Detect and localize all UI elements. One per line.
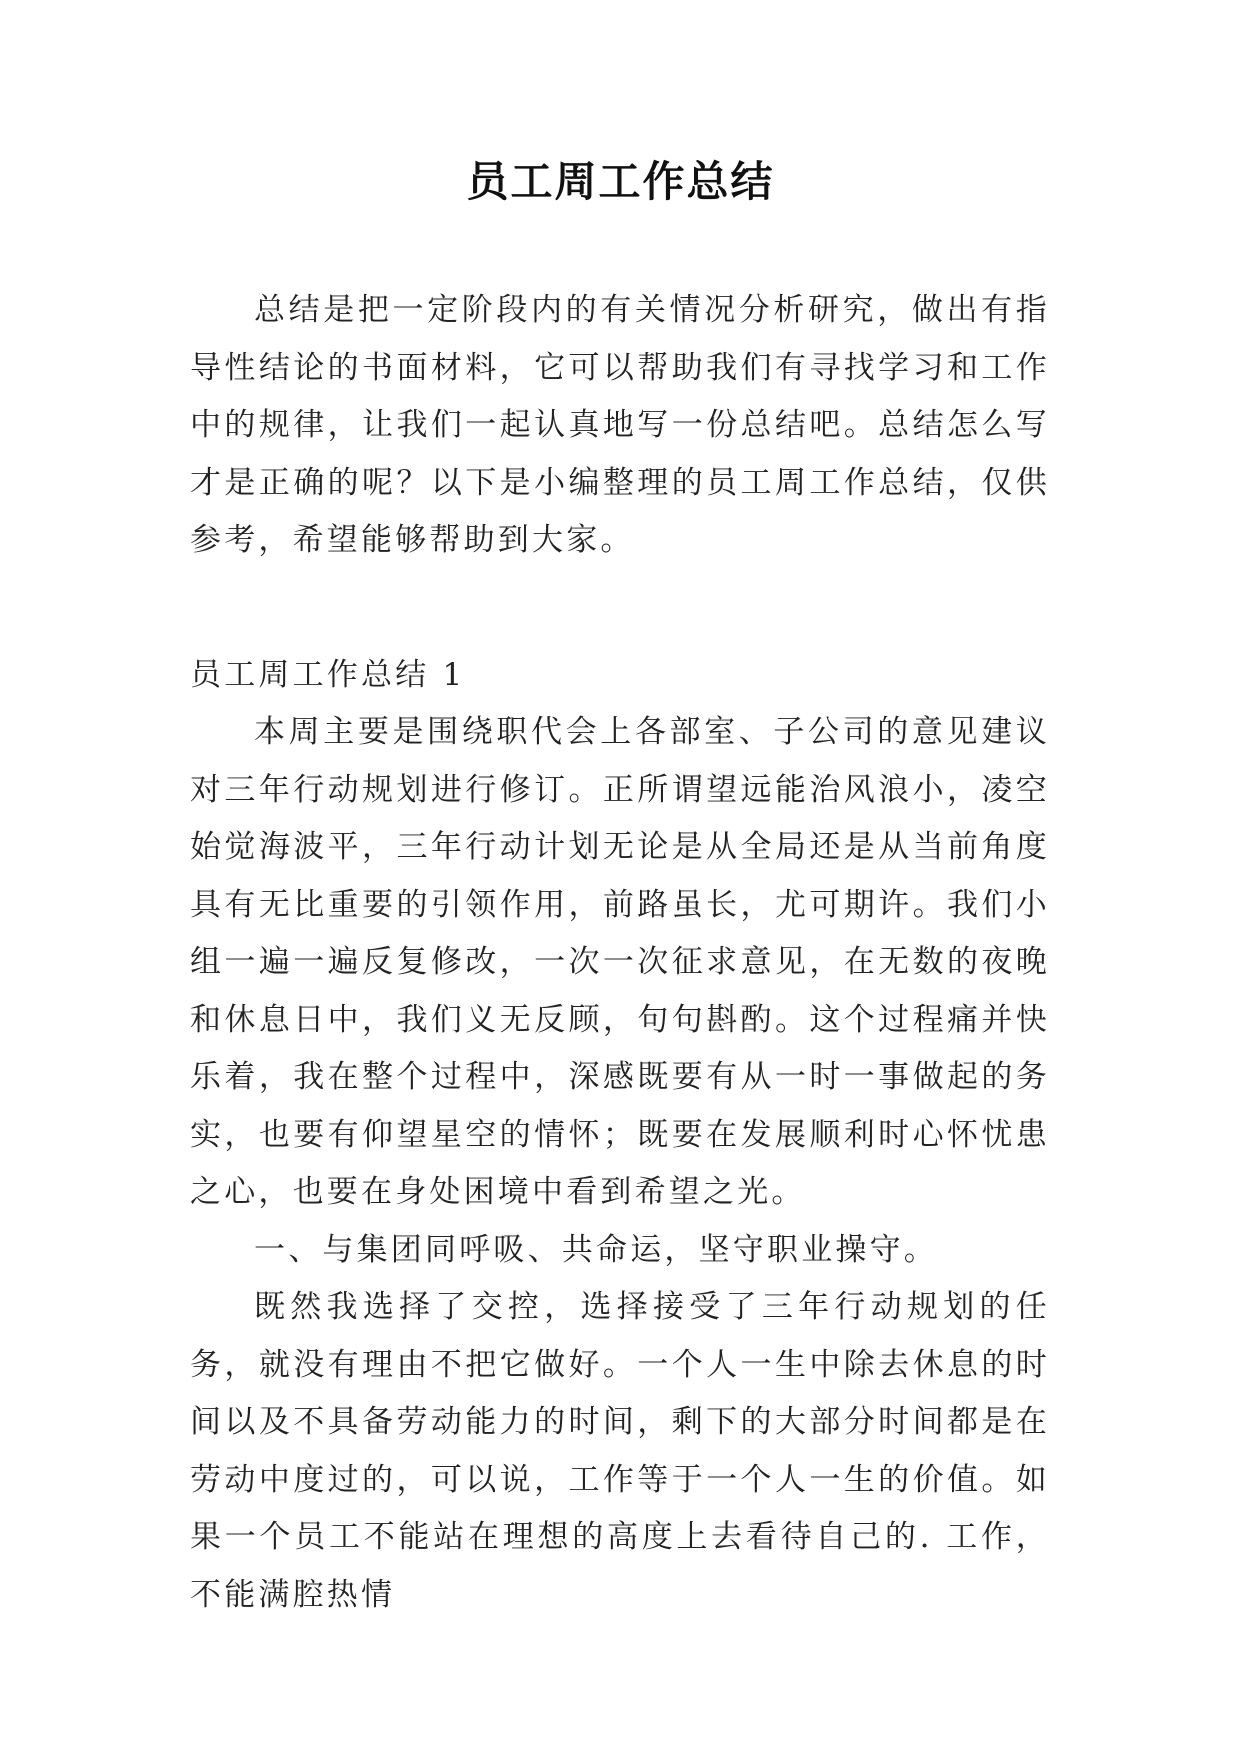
section-heading: 员工周工作总结 1 <box>190 656 466 693</box>
document-title: 员工周工作总结 <box>466 157 775 206</box>
body-paragraph-2: 既然我选择了交控，选择接受了三年行动规划的任务，就没有理由不把它做好。一个人一生中除去休息的时间以及不具备劳动能力的时间，剩下的大部分时间都是在劳动中度过的，可以说，工作等于一个人一生的价值。如果一个员工不能站在理想的高度上去看待自己的. 工作，不能满腔热情 <box>190 1289 1050 1613</box>
paragraph-spacer <box>190 570 1050 647</box>
document-body <box>190 282 1050 1624</box>
intro-paragraph: 总结是把一定阶段内的有关情况分析研究，做出有指导性结论的书面材料，它可以帮助我们有寻找学习和工作中的规律，让我们一起认真地写一份总结吧。总结怎么写才是正确的呢？以下是小编整理的员工周工作总结，仅供参考，希望能够帮助到大家。 <box>190 292 1050 558</box>
body-paragraph-1: 本周主要是围绕职代会上各部室、子公司的意见建议对三年行动规划进行修订。正所谓望远能治风浪小，凌空始觉海波平，三年行动计划无论是从全局还是从当前角度具有无比重要的引领作用，前路虽长，尤可期许。我们小组一遍一遍反复修改，一次一次征求意见，在无数的夜晚和休息日中，我们义无反顾，句句斟酌。这个过程痛并快乐着，我在整个过程中，深感既要有从一时一事做起的务实，也要有仰望星空的情怀；既要在发展顺利时心怀忧患之心，也要在身处困境中看到希望之光。 <box>190 714 1050 1210</box>
subheading-1: 一、与集团同呼吸、共命运，坚守职业操守。 <box>254 1231 938 1268</box>
